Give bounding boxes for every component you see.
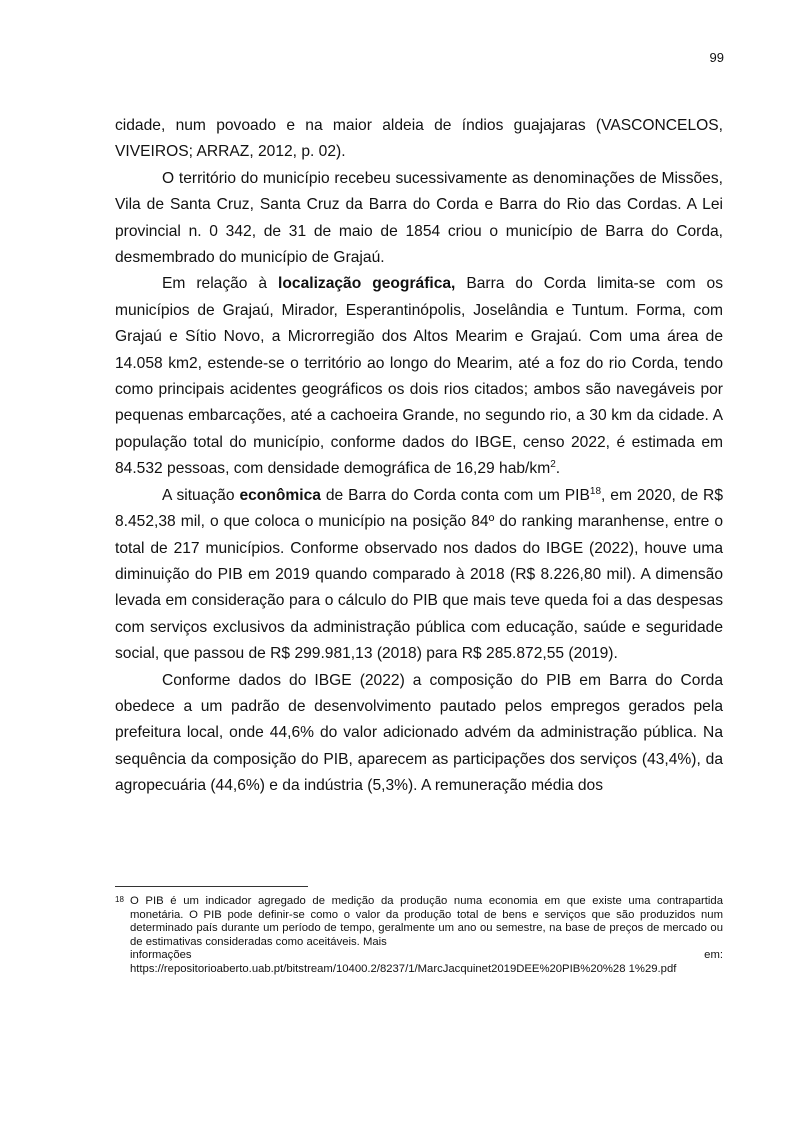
footnote-text: O PIB é um indicador agregado de medição da produção numa economia em que existe uma contrapartida monetária. O PIB pode definir-se como o valor da produção total de bens e serviços que são produzidos num determinado país durante um período de tempo, geralmente um ano ou semestre, na base de preços de mercado ou de estimativas consideradas como aceitáveis. Mais: [130, 895, 723, 948]
paragraph-geography-bold: localização geográfica,: [278, 275, 456, 293]
paragraph-economy-text: , em 2020, de R$ 8.452,38 mil, o que coloca o município na posição 84º do ranking maranhense, entre o total de 217 municípios. Conforme observado nos dados do IBGE (2022), houve uma diminuição do PIB em 2019 quando comparado à 2018 (R$ 8.226,80 mil). A dimensão levada em consideração para o cálculo do PIB que mais teve queda foi a das despesas com serviços exclusivos da administração pública com educação, saúde e seguridade social, que passou de R$ 299.981,13 (2018) para R$ 285.872,55 (2019).: [115, 486, 723, 663]
paragraph-2: O território do município recebeu sucessivamente as denominações de Missões, Vila de Santa Cruz, Santa Cruz da Barra do Corda e Barra do Rio das Cordas. A Lei provincial n. 0 342, de 31 de maio de 1854 criou o município de Barra do Corda, desmembrado do município de Grajaú.: [115, 169, 723, 267]
footnote-info-em: em:: [704, 949, 723, 962]
body-text: [115, 113, 723, 800]
footnote-info-line: [130, 949, 723, 963]
paragraph-economy: [115, 483, 723, 668]
paragraph-economy-mid: de Barra do Corda conta com um PIB: [320, 486, 590, 504]
paragraph-composition: Conforme dados do IBGE (2022) a composição do PIB em Barra do Corda obedece a um padrão de desenvolvimento pautado pelos empregos gerados pela prefeitura local, onde 44,6% do valor adicionado advém da administração pública. Na sequência da composição do PIB, aparecem as participações dos serviços (43,4%), da agropecuária (44,6%) e da indústria (5,3%). A remuneração média dos: [115, 671, 723, 795]
footnote: [115, 895, 723, 977]
paragraph-geography-pre: Em relação à: [162, 275, 279, 293]
paragraph-geography: [115, 271, 723, 482]
superscript-2: 2: [550, 459, 556, 471]
paragraph-economy-pre: A situação: [162, 486, 240, 504]
paragraph-1: cidade, num povoado e na maior aldeia de índios guajajaras (VASCONCELOS, VIVEIROS; ARRAZ, 2012, p. 02).: [115, 117, 723, 161]
page-number: 99: [709, 50, 724, 65]
footnote-separator: [115, 886, 308, 887]
footnote-mark: 18: [115, 895, 124, 904]
footnote-reference[interactable]: 18: [589, 485, 602, 497]
footnote-body: [115, 895, 723, 977]
paragraph-economy-bold: econômica: [239, 486, 321, 504]
paragraph-geography-text: Barra do Corda limita-se com os municípios de Grajaú, Mirador, Esperantinópolis, Joselândia e Tuntum. Forma, com Grajaú e Sítio Novo, a Microrregião dos Altos Mearim e Grajaú. Com uma área de 14.058 km2, estende-se o território ao longo do Mearim, até a foz do rio Corda, tendo como principais acidentes geográficos os dois rios citados; ambos são navegáveis por pequenas embarcações, até a cachoeira Grande, no segundo rio, a 30 km da cidade. A população total do município, conforme dados do IBGE, censo 2022, é estimada em 84.532 pessoas, com densidade demográfica de 16,29 hab/km: [115, 275, 724, 478]
paragraph-geography-end: .: [555, 460, 561, 478]
footnote-info-label: informações: [130, 949, 192, 962]
footnote-url[interactable]: https://repositorioaberto.uab.pt/bitstream/10400.2/8237/1/MarcJacquinet2019DEE%20PIB%20%28 1%29.pdf: [130, 962, 677, 975]
